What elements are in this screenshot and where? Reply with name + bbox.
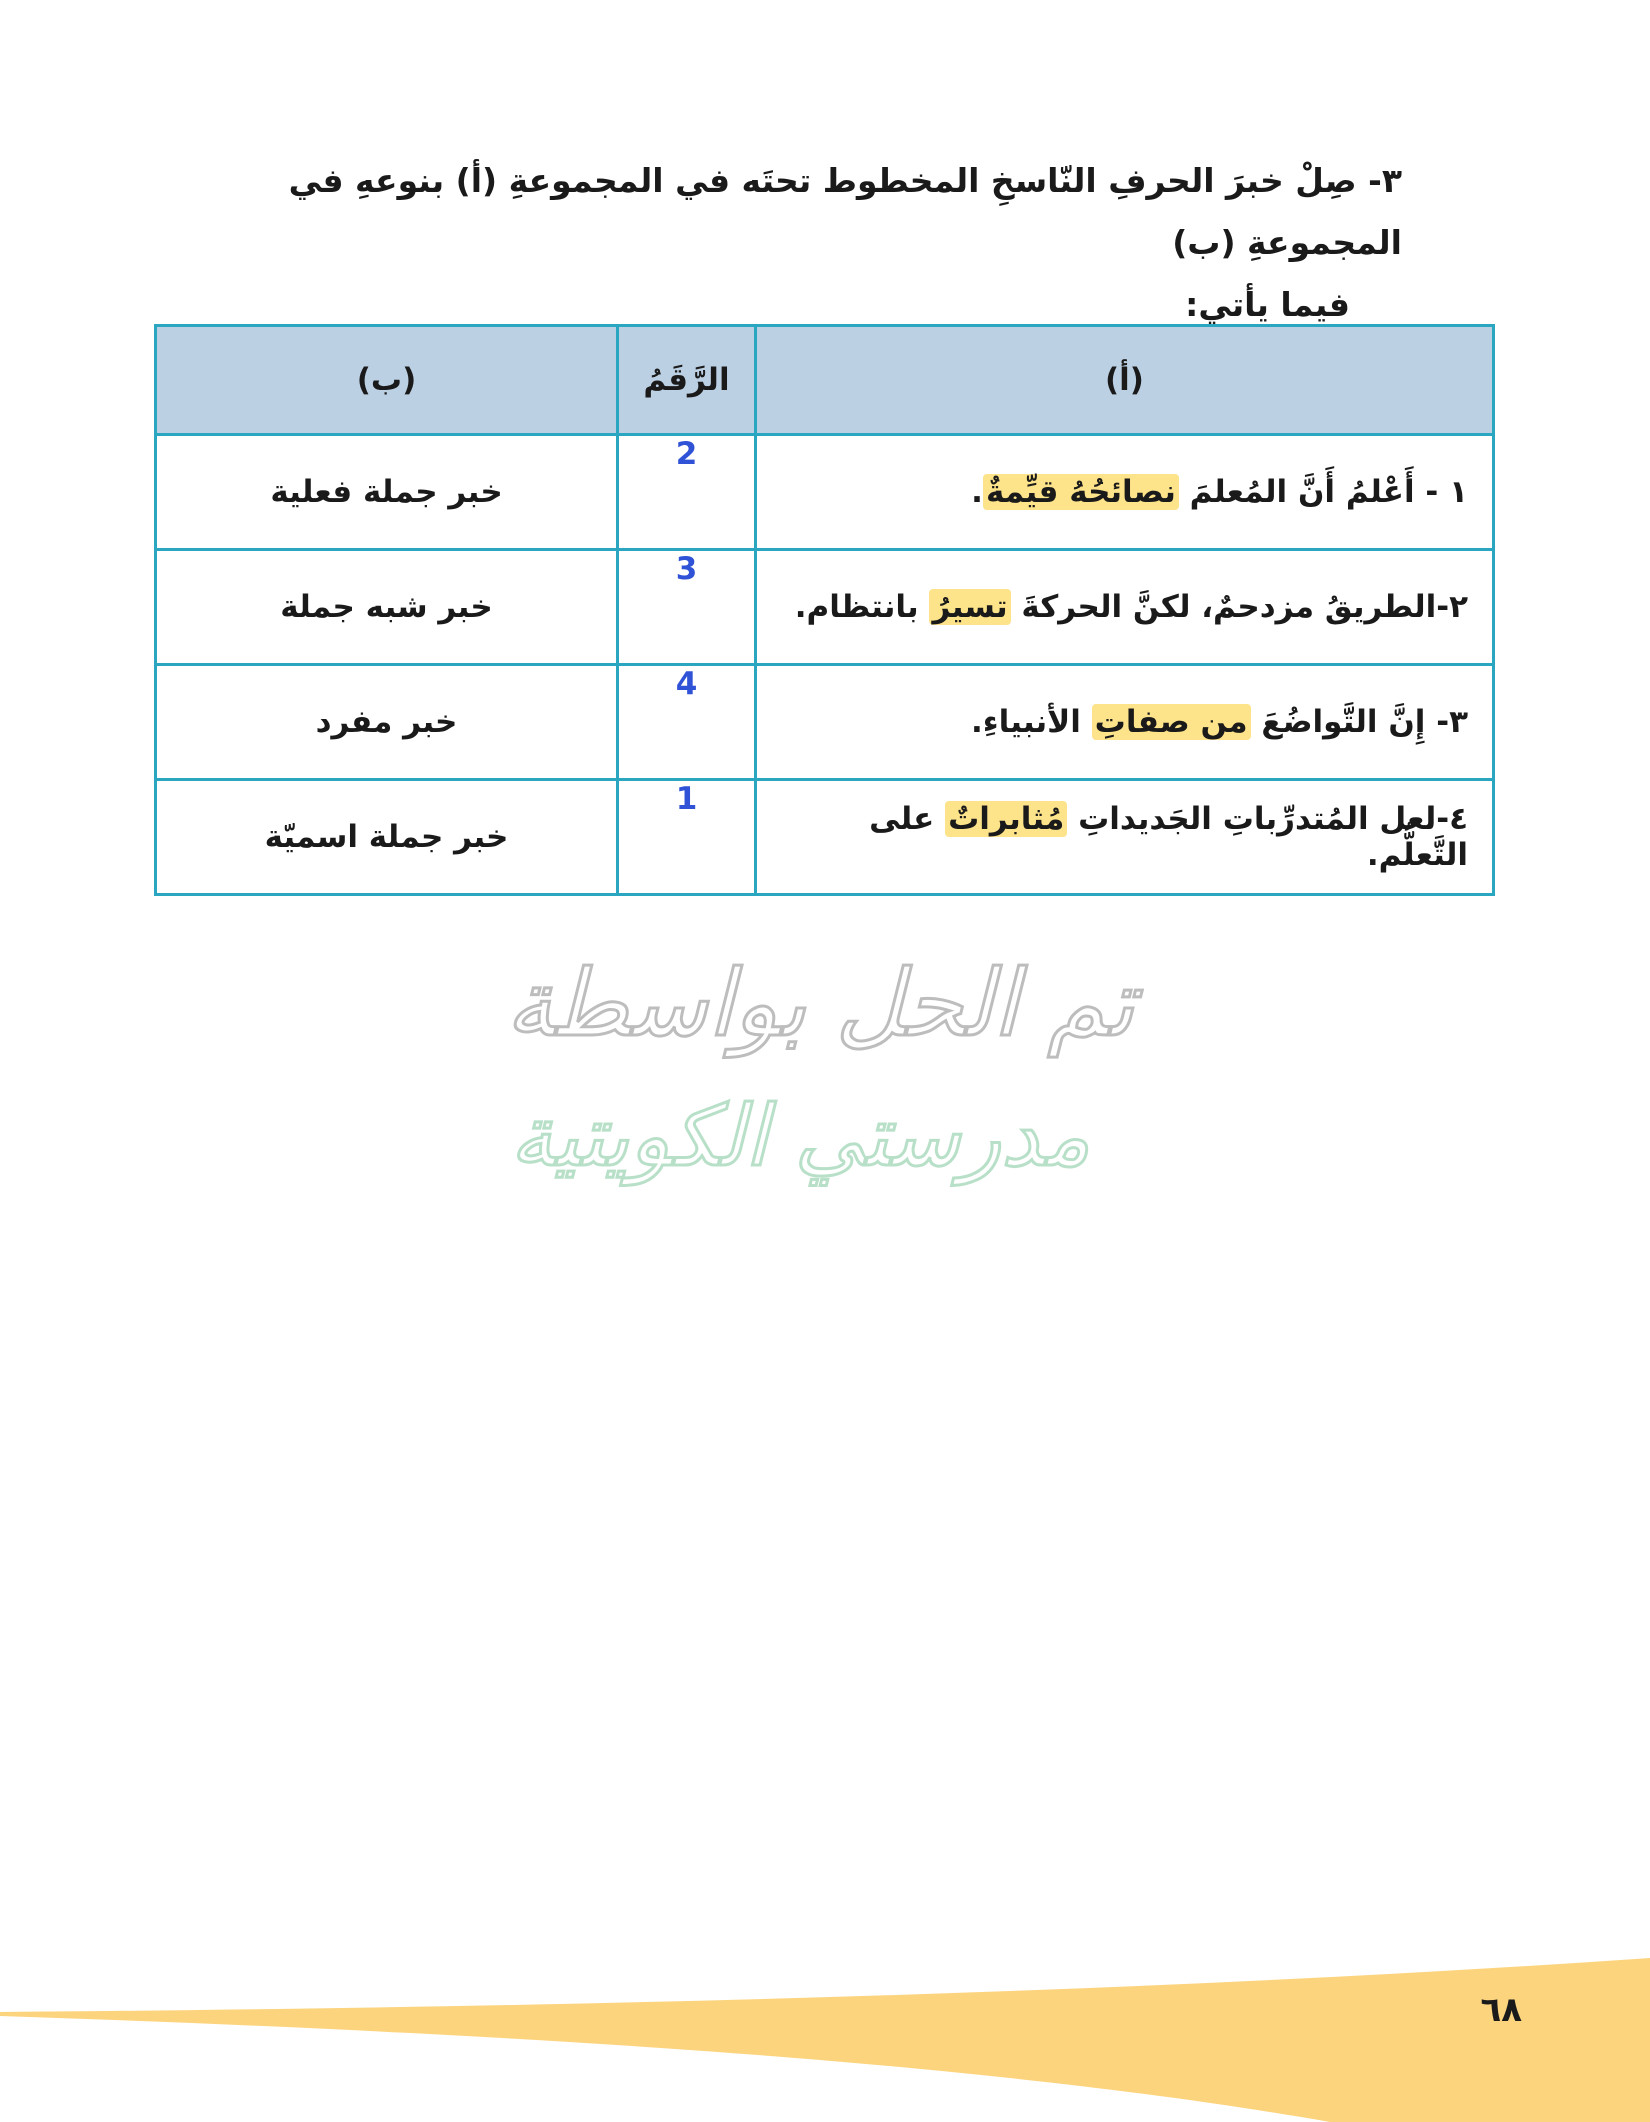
- sentence-text: ٤-لعل المُتدرِّباتِ الجَديداتِ: [1067, 801, 1468, 837]
- table-header-row: [156, 326, 1494, 435]
- highlighted-predicate: من صفاتِ: [1092, 704, 1251, 740]
- highlighted-predicate: تسيرُ: [929, 589, 1010, 625]
- sentence-text: بانتظام.: [794, 589, 930, 625]
- group-b-cell: خبر جملة اسميّة: [156, 780, 618, 895]
- table-row: [156, 550, 1494, 665]
- page-number: ٦٨: [1480, 1990, 1522, 2030]
- sentence-text: ١ - أَعْلمُ أَنَّ المُعلمَ: [1178, 474, 1468, 510]
- answer-number: 1: [618, 780, 756, 895]
- group-a-cell: [756, 665, 1494, 780]
- answer-number: 4: [618, 665, 756, 780]
- group-b-cell: خبر مفرد: [156, 665, 618, 780]
- sentence-text: ٢-الطريقُ مزدحمٌ، لكنَّ الحركةَ: [1010, 589, 1468, 625]
- table-row: [156, 665, 1494, 780]
- answer-number: 3: [618, 550, 756, 665]
- footer-swoosh: [0, 1950, 1650, 2122]
- group-a-cell: [756, 435, 1494, 550]
- highlighted-predicate: نصائحُهُ قيِّمةٌ: [983, 474, 1179, 510]
- sentence-text: على التَّعلُّم.: [869, 801, 1468, 873]
- answer-number: 2: [618, 435, 756, 550]
- watermark-line-1: تم الحل بواسطة: [505, 950, 1135, 1057]
- table-row: [156, 780, 1494, 895]
- group-b-cell: خبر جملة فعلية: [156, 435, 618, 550]
- sentence-text: .: [971, 474, 983, 510]
- header-group-a: (أ): [756, 326, 1494, 435]
- matching-table: [154, 324, 1495, 896]
- watermark-logo: [470, 920, 1170, 1240]
- header-group-b: (ب): [156, 326, 618, 435]
- question-line-2: فيما يأتي:: [1185, 285, 1350, 324]
- question-line-1: ٣- صِلْ خبرَ الحرفِ النّاسخِ المخطوط تحتَه في المجموعةِ (أ) بنوعهِ في المجموعةِ (ب): [288, 161, 1402, 262]
- sentence-text: الأنبياءِ.: [970, 704, 1092, 740]
- header-number: الرَّقَمُ: [618, 326, 756, 435]
- table-row: [156, 435, 1494, 550]
- watermark-line-2: مدرستي الكويتية: [510, 1087, 1090, 1185]
- group-b-cell: خبر شبه جملة: [156, 550, 618, 665]
- highlighted-predicate: مُثابراتٌ: [945, 801, 1067, 837]
- group-a-cell: [756, 550, 1494, 665]
- sentence-text: ٣- إِنَّ التَّواضُعَ: [1250, 704, 1468, 740]
- group-a-cell: [756, 780, 1494, 895]
- question-text: [150, 150, 1402, 336]
